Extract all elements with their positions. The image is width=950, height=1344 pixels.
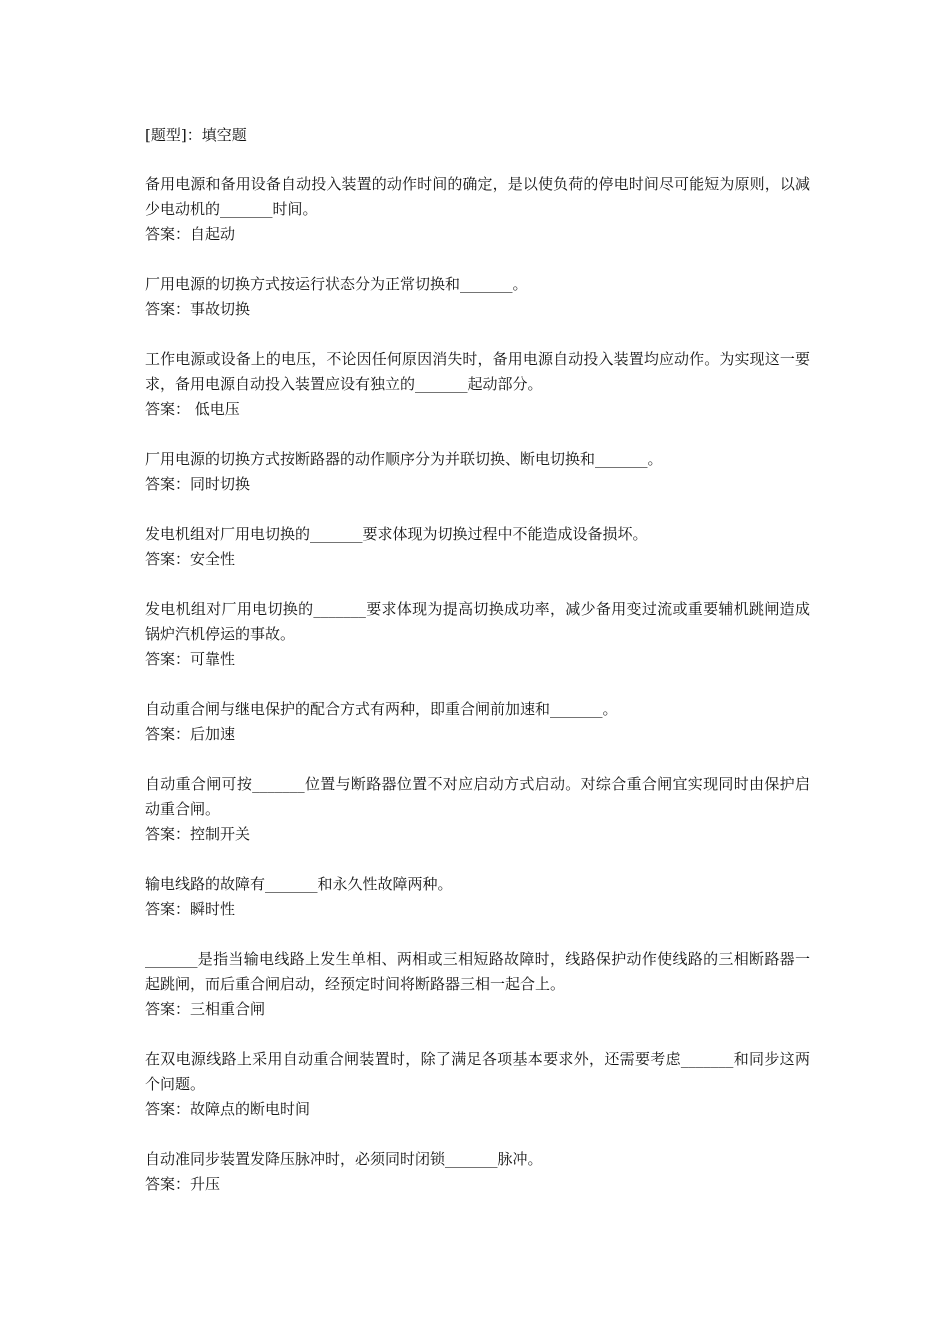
question-10 xyxy=(145,947,810,1022)
answer-text: 答案：同时切换 xyxy=(145,475,251,493)
question-12 xyxy=(145,1147,810,1197)
question-2 xyxy=(145,272,810,322)
question-5 xyxy=(145,522,810,572)
question-text: 自动准同步装置发降压脉冲时，必须同时闭锁_______脉冲。 xyxy=(145,1150,543,1168)
answer-text: 答案：自起动 xyxy=(145,225,236,243)
question-text: 自动重合闸与继电保护的配合方式有两种，即重合闸前加速和_______。 xyxy=(145,700,618,718)
question-7 xyxy=(145,697,810,747)
answer-text: 答案：可靠性 xyxy=(145,650,236,668)
answer-text: 答案：故障点的断电时间 xyxy=(145,1100,311,1118)
question-3 xyxy=(145,347,810,422)
question-8 xyxy=(145,772,810,847)
question-1 xyxy=(145,172,810,247)
question-type-heading: [题型]：填空题 xyxy=(145,126,247,144)
answer-text: 答案： 低电压 xyxy=(145,400,240,418)
question-6 xyxy=(145,597,810,672)
question-text: _______是指当输电线路上发生单相、两相或三相短路故障时，线路保护动作使线路的三相断路器一起跳闸，而后重合闸启动，经预定时间将断路器三相一起合上。 xyxy=(145,950,810,993)
answer-text: 答案：后加速 xyxy=(145,725,236,743)
question-text: 工作电源或设备上的电压，不论因任何原因消失时，备用电源自动投入装置均应动作。为实现这一要求，备用电源自动投入装置应设有独立的_______起动部分。 xyxy=(145,350,810,393)
answer-text: 答案：升压 xyxy=(145,1175,221,1193)
answer-text: 答案：事故切换 xyxy=(145,300,251,318)
question-4 xyxy=(145,447,810,497)
question-text: 发电机组对厂用电切换的_______要求体现为提高切换成功率，减少备用变过流或重要辅机跳闸造成锅炉汽机停运的事故。 xyxy=(145,600,810,643)
question-text: 厂用电源的切换方式按运行状态分为正常切换和_______。 xyxy=(145,275,528,293)
document-page xyxy=(145,123,810,1222)
question-text: 输电线路的故障有_______和永久性故障两种。 xyxy=(145,875,453,893)
question-11 xyxy=(145,1047,810,1122)
question-text: 备用电源和备用设备自动投入装置的动作时间的确定，是以使负荷的停电时间尽可能短为原则，以减少电动机的_______时间。 xyxy=(145,175,810,218)
question-text: 发电机组对厂用电切换的_______要求体现为切换过程中不能造成设备损坏。 xyxy=(145,525,648,543)
question-text: 在双电源线路上采用自动重合闸装置时，除了满足各项基本要求外，还需要考虑_______和同步这两个问题。 xyxy=(145,1050,810,1093)
answer-text: 答案：三相重合闸 xyxy=(145,1000,266,1018)
answer-text: 答案：安全性 xyxy=(145,550,236,568)
answer-text: 答案：瞬时性 xyxy=(145,900,236,918)
question-text: 自动重合闸可按_______位置与断路器位置不对应启动方式启动。对综合重合闸宜实现同时由保护启动重合闸。 xyxy=(145,775,810,818)
question-9 xyxy=(145,872,810,922)
answer-text: 答案：控制开关 xyxy=(145,825,251,843)
question-text: 厂用电源的切换方式按断路器的动作顺序分为并联切换、断电切换和_______。 xyxy=(145,450,663,468)
